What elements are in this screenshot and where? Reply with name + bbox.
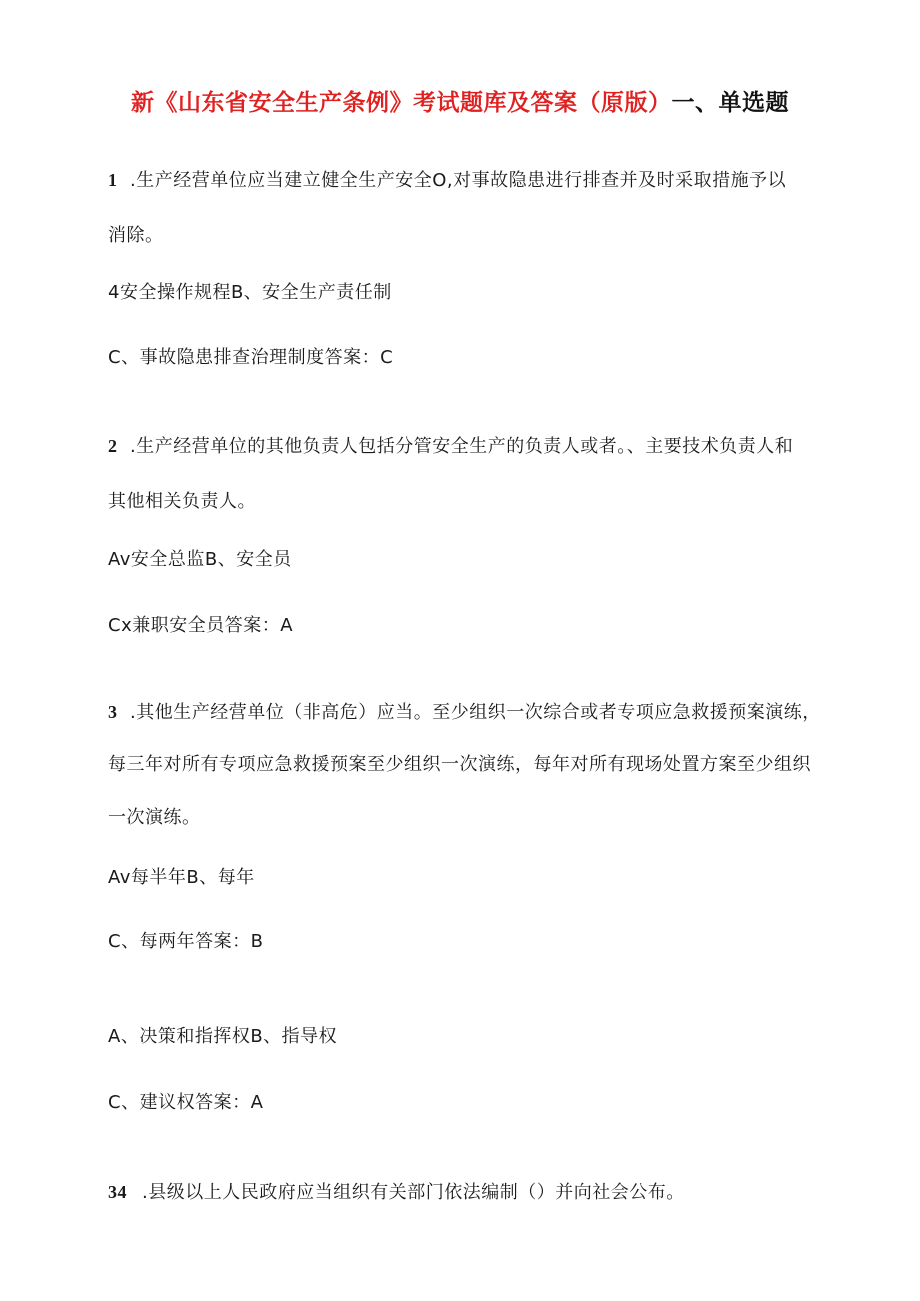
question-number: 34	[108, 1182, 127, 1202]
question-number: 3	[108, 702, 118, 722]
question-3-line-1	[108, 700, 821, 725]
question-2-line-1	[108, 434, 793, 459]
question-2-line-2: 其他相关负责人。	[108, 491, 256, 512]
title-section: 一、单选题	[671, 90, 789, 116]
question-text: .其他生产经营单位（非高危）应当。至少组织一次综合或者专项应急救援预案演练，	[130, 702, 821, 723]
question-number: 1	[108, 170, 118, 190]
question-1-options-1: 4安全操作规程B、安全生产责任制	[108, 282, 392, 303]
page-title	[0, 84, 920, 117]
question-3-line-2: 每三年对所有专项应急救援预案至少组织一次演练，每年对所有现场处置方案至少组织	[108, 754, 811, 775]
question-1-options-2: C、事故隐患排查治理制度答案：C	[108, 347, 394, 368]
question-34-line-1	[108, 1180, 685, 1205]
question-3-line-3: 一次演练。	[108, 807, 201, 828]
question-text: .生产经营单位的其他负责人包括分管安全生产的负责人或者。、主要技术负责人和	[130, 436, 794, 457]
title-main: 新《山东省安全生产条例》考试题库及答案（原版）	[131, 90, 672, 116]
question-1-line-1	[108, 168, 786, 193]
question-3-options-1: Av每半年B、每年	[108, 867, 255, 888]
question-1-line-2: 消除。	[108, 225, 164, 246]
question-text: .生产经营单位应当建立健全生产安全O,对事故隐患进行排查并及时采取措施予以	[130, 170, 787, 191]
question-4-options-1: A、决策和指挥权B、指导权	[108, 1026, 338, 1047]
question-text: .县级以上人民政府应当组织有关部门依法编制（）并向社会公布。	[142, 1182, 685, 1203]
question-3-options-2: C、每两年答案：B	[108, 931, 264, 952]
question-4-options-2: C、建议权答案：A	[108, 1092, 264, 1113]
question-number: 2	[108, 436, 118, 456]
question-2-options-2: Cx兼职安全员答案：A	[108, 615, 294, 636]
question-2-options-1: Av安全总监B、安全员	[108, 549, 292, 570]
